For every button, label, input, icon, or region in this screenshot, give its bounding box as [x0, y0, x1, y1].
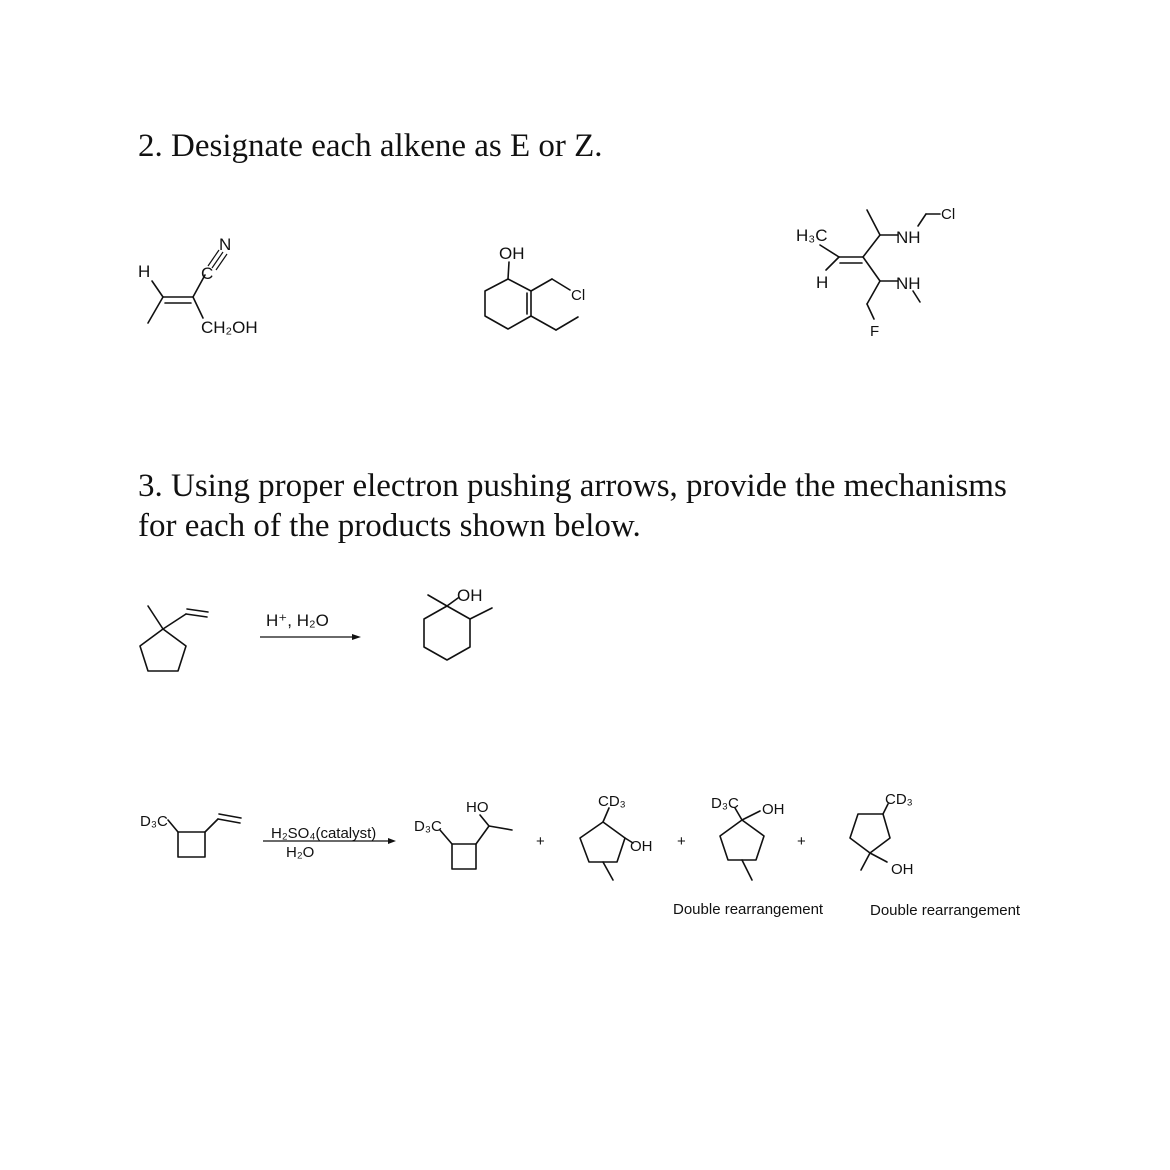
reaction-2-p2-cd3: CD₃	[598, 793, 626, 810]
alkene-1-c-label: C	[201, 264, 214, 283]
reaction-1-starting-material	[140, 606, 208, 671]
question-3-heading: 3. Using proper electron pushing arrows, provide the mechanisms for each of the products shown below.	[138, 468, 1007, 544]
reaction-2-plus-1: +	[536, 833, 545, 850]
reaction-2-product-3	[711, 795, 785, 880]
reaction-1-arrow	[260, 611, 361, 640]
double-rearrangement-caption-2: Double rearrangement	[870, 902, 1021, 919]
reaction-2-p3-d3c: D₃C	[711, 795, 739, 812]
alkene-2-oh-label: OH	[499, 244, 525, 263]
alkene-1-h-label: H	[138, 262, 151, 281]
alkene-3-h3c-label: H₃C	[796, 226, 828, 245]
reaction-2-start-d3c: D₃C	[140, 813, 168, 830]
alkene-3-structure	[796, 206, 955, 340]
reaction-2-starting-material	[140, 813, 241, 857]
double-rearrangement-caption-1: Double rearrangement	[673, 901, 824, 918]
reaction-2-p1-d3c: D₃C	[414, 818, 442, 835]
alkene-1-structure	[138, 235, 258, 337]
reaction-2-product-4	[850, 791, 914, 878]
alkene-3-nh-top-label: NH	[896, 228, 921, 247]
reaction-1-product-oh: OH	[457, 586, 483, 605]
alkene-3-cl-label: Cl	[941, 206, 956, 223]
reaction-2-p2-oh: OH	[630, 838, 653, 855]
reaction-2-plus-3: +	[797, 833, 806, 850]
reaction-2-product-1	[414, 799, 512, 869]
reaction-1-product	[424, 586, 492, 660]
alkene-2-structure	[485, 244, 585, 330]
question-2-heading: 2. Designate each alkene as E or Z.	[138, 128, 603, 164]
alkene-1-ch2oh-label: CH₂OH	[201, 318, 258, 337]
reaction-1-reagents: H⁺, H₂O	[266, 611, 329, 630]
reaction-2-p3-oh: OH	[762, 801, 785, 818]
reaction-2-plus-2: +	[677, 833, 686, 850]
alkene-1-n-label: N	[219, 235, 232, 254]
reaction-2-p1-ho: HO	[466, 799, 489, 816]
alkene-2-cl-label: Cl	[571, 287, 586, 304]
reaction-2-reagent-line2: H₂O	[286, 844, 315, 861]
reaction-2-product-2	[580, 793, 653, 880]
reaction-2-p4-oh: OH	[891, 861, 914, 878]
alkene-3-h-label: H	[816, 273, 829, 292]
reaction-2-p4-cd3: CD₃	[885, 791, 913, 808]
reaction-2-reagent-line1: H₂SO₄(catalyst)	[271, 825, 377, 842]
alkene-3-f-label: F	[870, 323, 880, 340]
alkene-3-nh-bottom-label: NH	[896, 274, 921, 293]
reaction-2-arrow	[263, 825, 396, 861]
